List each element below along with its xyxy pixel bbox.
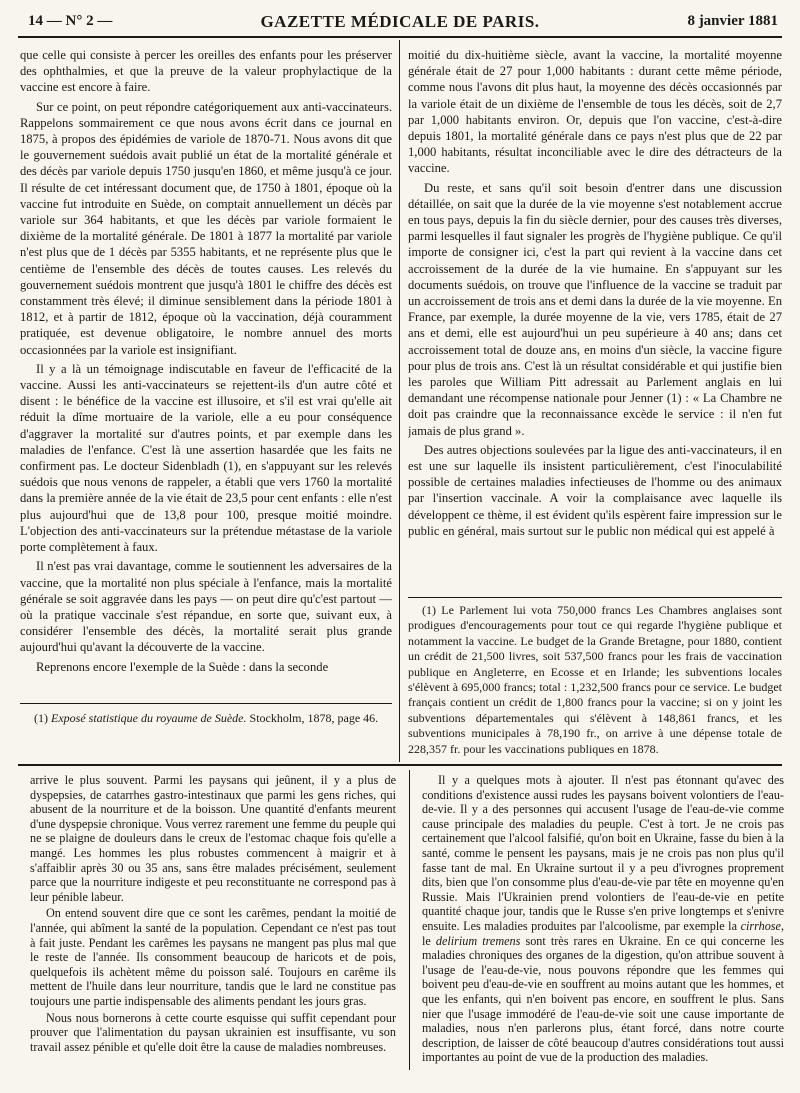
paragraph xyxy=(422,773,784,1065)
paragraph: Des autres objections soulevées par la ligue des anti-vaccinateurs, il en est une sur laquelle ils insistent particulièrement, c'est l'inoculabilité possible de certaines maladies infectieuses de l'homme ou des animaux par l'insertion vaccinale. A voir la complaisance avec laquelle ils développent ce thème, il est évident qu'ils espèrent faire impression sur le public en général, mais surtout sur le public non médical qui est appelé à xyxy=(408,442,782,538)
page-header xyxy=(18,10,782,38)
paragraph: Il n'est pas vrai davantage, comme le soutiennent les adversaires de la vaccine, que la mortalité non plus spéciale à l'enfance, mais la mortalité générale se soit aggravée dans les pays — on peut dire qu'c'est partout — où la pratique vaccinale s'est répandue, en sorte que, suivant eux, à considérer l'ensemble des décès, la mortalité serait plus grande aujourd'hui qu'avant la découverte de la vaccine. xyxy=(20,559,392,655)
footnote-source-detail: Stockholm, 1878, page 46. xyxy=(249,711,379,725)
column-divider xyxy=(399,40,400,762)
paragraph: On entend souvent dire que ce sont les carêmes, pendant la moitié de l'année, qui abîment la santé de la population. Cependant ce n'est pas tout à fait juste. Pendant les carêmes les paysans ne mangent pas plus mal que le reste de l'année. Ils consomment beaucoup de haricots et de pois, quelquefois ils achètent même du poisson salé. Toujours en carême ils mettent de l'huile dans leur nourriture, tandis que le lard ne constitue pas toujours une partie indispensable des aliments pendant les jours gras. xyxy=(30,906,396,1008)
footnote-text: (1) Le Parlement lui vota 750,000 francs Les Chambres anglaises sont prodigues d'encouragements pour tout ce qui regarde l'hygiène publique et notamment la vaccine. Le budget de la Grande Bretagne, pour 1880, contient un crédit de 21,500 livres, soit 537,500 francs pour les frais de vaccination publique en Angleterre, en Ecosse et en Irlande; les subventions locales s'élèvent à 695,000 francs; total : 1,232,500 francs pour ce service. Le budget français contient un crédit de 1,800 francs pour la vaccine; si on y joint les subventions départementales qui s'élèvent à 148,861 francs, et les subventions municipales à 78,190 fr., on arrive à une dépense totale de 228,357 fr. pour les vaccinations publiques en 1878. xyxy=(408,603,782,756)
paragraph: Reprenons encore l'exemple de la Suède : dans la seconde xyxy=(36,659,329,674)
footnote-rule xyxy=(408,597,782,598)
column-bottom-right xyxy=(422,773,784,1073)
paragraph: Il y a là un témoignage indiscutable en faveur de l'efficacité de la vaccine. Aussi les anti-vaccinateurs se rejettent-ils d'un autre côté et disent : le bénéfice de la vaccine est illusoire, et s'il est vrai qu'elle ait réduit la dîme mortuaire de la variole, elle a eu pour conséquence d'aggraver la mortalité sur d'autres points, et par exemple dans les maladies de l'enfance. C'est là une assertion hasardée que les faits ne confirment pas. Le docteur Sidenbladh (1), en s'appuyant sur les relevés suédois que nous venons de rappeler, a établi que vers 1760 la mortalité dans la première année de la vie était de 23,5 pour cent enfants : elle n'est plus aujourd'hui que de 13,8 pour 100, presque moitié moindre. L'objection des anti-vaccinateurs sur la prétendue métastase de la variole porte complètement à faux. xyxy=(20,361,392,555)
footnote-left xyxy=(20,711,392,759)
paragraph-text: , le xyxy=(422,918,784,948)
term-delirium: delirium tremens xyxy=(435,933,521,948)
paragraph: Du reste, et sans qu'il soit besoin d'entrer dans une discussion détaillée, on sait que la durée de la vie moyenne s'est notablement accrue en tous pays, depuis la fin du siècle dernier, pour des causes très diverses, parmi lesquelles il faut signaler les progrès de l'hygiène publique. Ce qu'il importe de consigner ici, c'est la part qui revient à la vaccine dans cet accroissement de la durée de la vie humaine. En s'appuyant sur les documents suédois, on trouve que l'influence de la vaccine se traduit par un accroissement de trois ans et demi dans la durée de la vie moyenne. En France, par exemple, la durée moyenne de la vie, vers 1785, était de 27 ans et demi, elle est aujourd'hui un peu supérieure à 40 ans; dans cet accroissement total de douze ans, en moins d'un siècle, la vaccine figure pour plus de trois ans. C'est là un résultat considérable et qui justifie bien les paroles que William Pitt adressait au Parlement anglais en lui demandant une récompense nationale pour Jenner (1) : « La Chambre ne doit pas craindre que la reconnaissance excède le service : il n'en fut jamais de plus grand ». xyxy=(408,180,782,438)
term-cirrhose: cirrhose xyxy=(740,918,781,933)
column-divider xyxy=(409,770,410,1070)
footnote-mark: (1) xyxy=(34,711,48,725)
issue-date: 8 janvier 1881 xyxy=(687,13,778,29)
column-left xyxy=(20,47,392,697)
paragraph: que celle qui consiste à percer les oreilles des enfants pour les préserver des ophthalmies, et que la preuve de la valeur prophylactique de la vaccine est encore à faire. xyxy=(20,48,392,95)
paragraph: Sur ce point, on peut répondre catégoriquement aux anti-vaccinateurs. Rappelons sommairement ce que nous avons écrit dans ce journal en 1875, à propos des épidémies de variole de 1870-71. Nous avons dit que le gouvernement suédois avait publié un état de la mortalité générale et des décès par variole depuis 1750 jusqu'en 1860, et même jusqu'à ce jour. Il résulte de cet intéressant document que, de 1750 à 1801, époque où la vaccine fut introduite en Suède, on comptait annuellement un décès par variole sur 364 habitants, et que les décès par variole formaient le dixième de la mortalité générale. De 1801 à 1877 la mortalité par variole n'est plus que de 1 décès par 5355 habitants, et ne représente plus que le centième de l'ensemble des décès de toutes causes. Les relevés du gouvernement suédois montrent que jusqu'à 1801 le chiffre des décès est constamment très élevé; il diminue sensiblement dans la période 1801 à 1812, et à partir de 1812, époque où la vaccination, déjà couramment pratiquée, est devenue obligatoire, le nombre annuel des morts occasionnées par la variole est insignifiant. xyxy=(20,99,392,357)
paragraph: moitié du dix-huitième siècle, avant la vaccine, la mortalité moyenne générale était de 27 pour 1,000 habitants : durant cette même période, comme nous l'avons dit plus haut, la moyenne des décès occasionnés par la variole était de un dixième de l'ensemble de tous les décès, soit de 2,7 par 1,000 habitants environ. Or, depuis que l'on vaccine, c'est-à-dire depuis 1801, la mortalité générale dans ce pays n'est plus que de 22 par 1,000 habitants, résultat inconciliable avec le dire des détracteurs de la vaccine. xyxy=(408,48,782,176)
journal-title: GAZETTE MÉDICALE DE PARIS. xyxy=(260,12,540,31)
paragraph-text: sont très rares en Ukraine. En ce qui concerne les maladies chroniques des organes de la digestion, qu'on attribue souvent à l'usage de l'eau-de-vie, nous pouvons répondre que les femmes qui boivent peu d'eau-de-vie en souffrent au moins autant que les hommes, et que les enfants, qui n'en boivent pas encore, en souffrent le plus. Sans nier que l'usage immodéré de l'eau-de-vie soit une cause importante de maladies, nous n'en parlerons plus, étant forcé, dans notre courte description, de laisser de côté beaucoup d'autres considérations tout aussi importantes au point de vue de la production des maladies. xyxy=(422,933,784,1065)
paragraph: arrive le plus souvent. Parmi les paysans qui jeûnent, il y a plus de dyspepsies, de catarrhes gastro-intestinaux que parmi les gens riches, qui abusent de la nourriture et de la boisson. Une quantité d'enfants meurent d'une dyspepsie chronique. Vous verrez rarement une femme du peuple qui ne se plaigne de douleurs dans le creux de l'estomac chaque fois qu'elle a mangé. Les hommes les plus robustes commencent à maigrir et à s'affaiblir après 30 ou 35 ans, sans être malades précisément, seulement parce que la nourriture indigeste et peu reconstituante ne correspond pas à leur pénible labeur. xyxy=(30,773,396,904)
column-bottom-left xyxy=(30,773,396,1073)
column-right xyxy=(408,47,782,597)
paragraph: Nous nous bornerons à cette courte esquisse qui suffit cependant pour prouver que l'alimentation du paysan ukrainien est insuffisante, vu son travail assez pénible et qu'elle doit être la cause de maladies nombreuses. xyxy=(30,1010,396,1054)
footnote-right xyxy=(408,603,782,761)
footnote-rule xyxy=(20,703,392,704)
paragraph-text: Il y a quelques mots à ajouter. Il n'est pas étonnant qu'avec des conditions d'existence aussi rudes les paysans boivent volontiers de l'eau-de-vie. Il y a des personnes qui accusent l'usage de l'eau-de-vie comme cause principale des maladies du peuple. C'est à tort. Je ne crois pas certainement que l'alcool falsifié, qu'on boit en Ukraine, fasse du bien à la santé, comme le pensent les paysans, mais je ne crois pas non plus qu'il fasse tant de mal. En Ukraine surtout il y a peu d'ivrognes proprement dits, bien que l'on consomme plus d'eau-de-vie par tête en moyenne qu'en Russie. Mais l'Ukrainien prend volontiers de l'eau-de-vie en petite quantité chaque jour, tandis que le Russe s'en prive longtemps et s'enivre ensuite. Les maladies produites par l'alcoolisme, par exemple la xyxy=(422,773,784,933)
section-separator xyxy=(18,764,782,766)
footnote-source-title: Exposé statistique du royaume de Suède. xyxy=(51,711,247,725)
page-number: 14 — N° 2 — xyxy=(28,13,113,29)
